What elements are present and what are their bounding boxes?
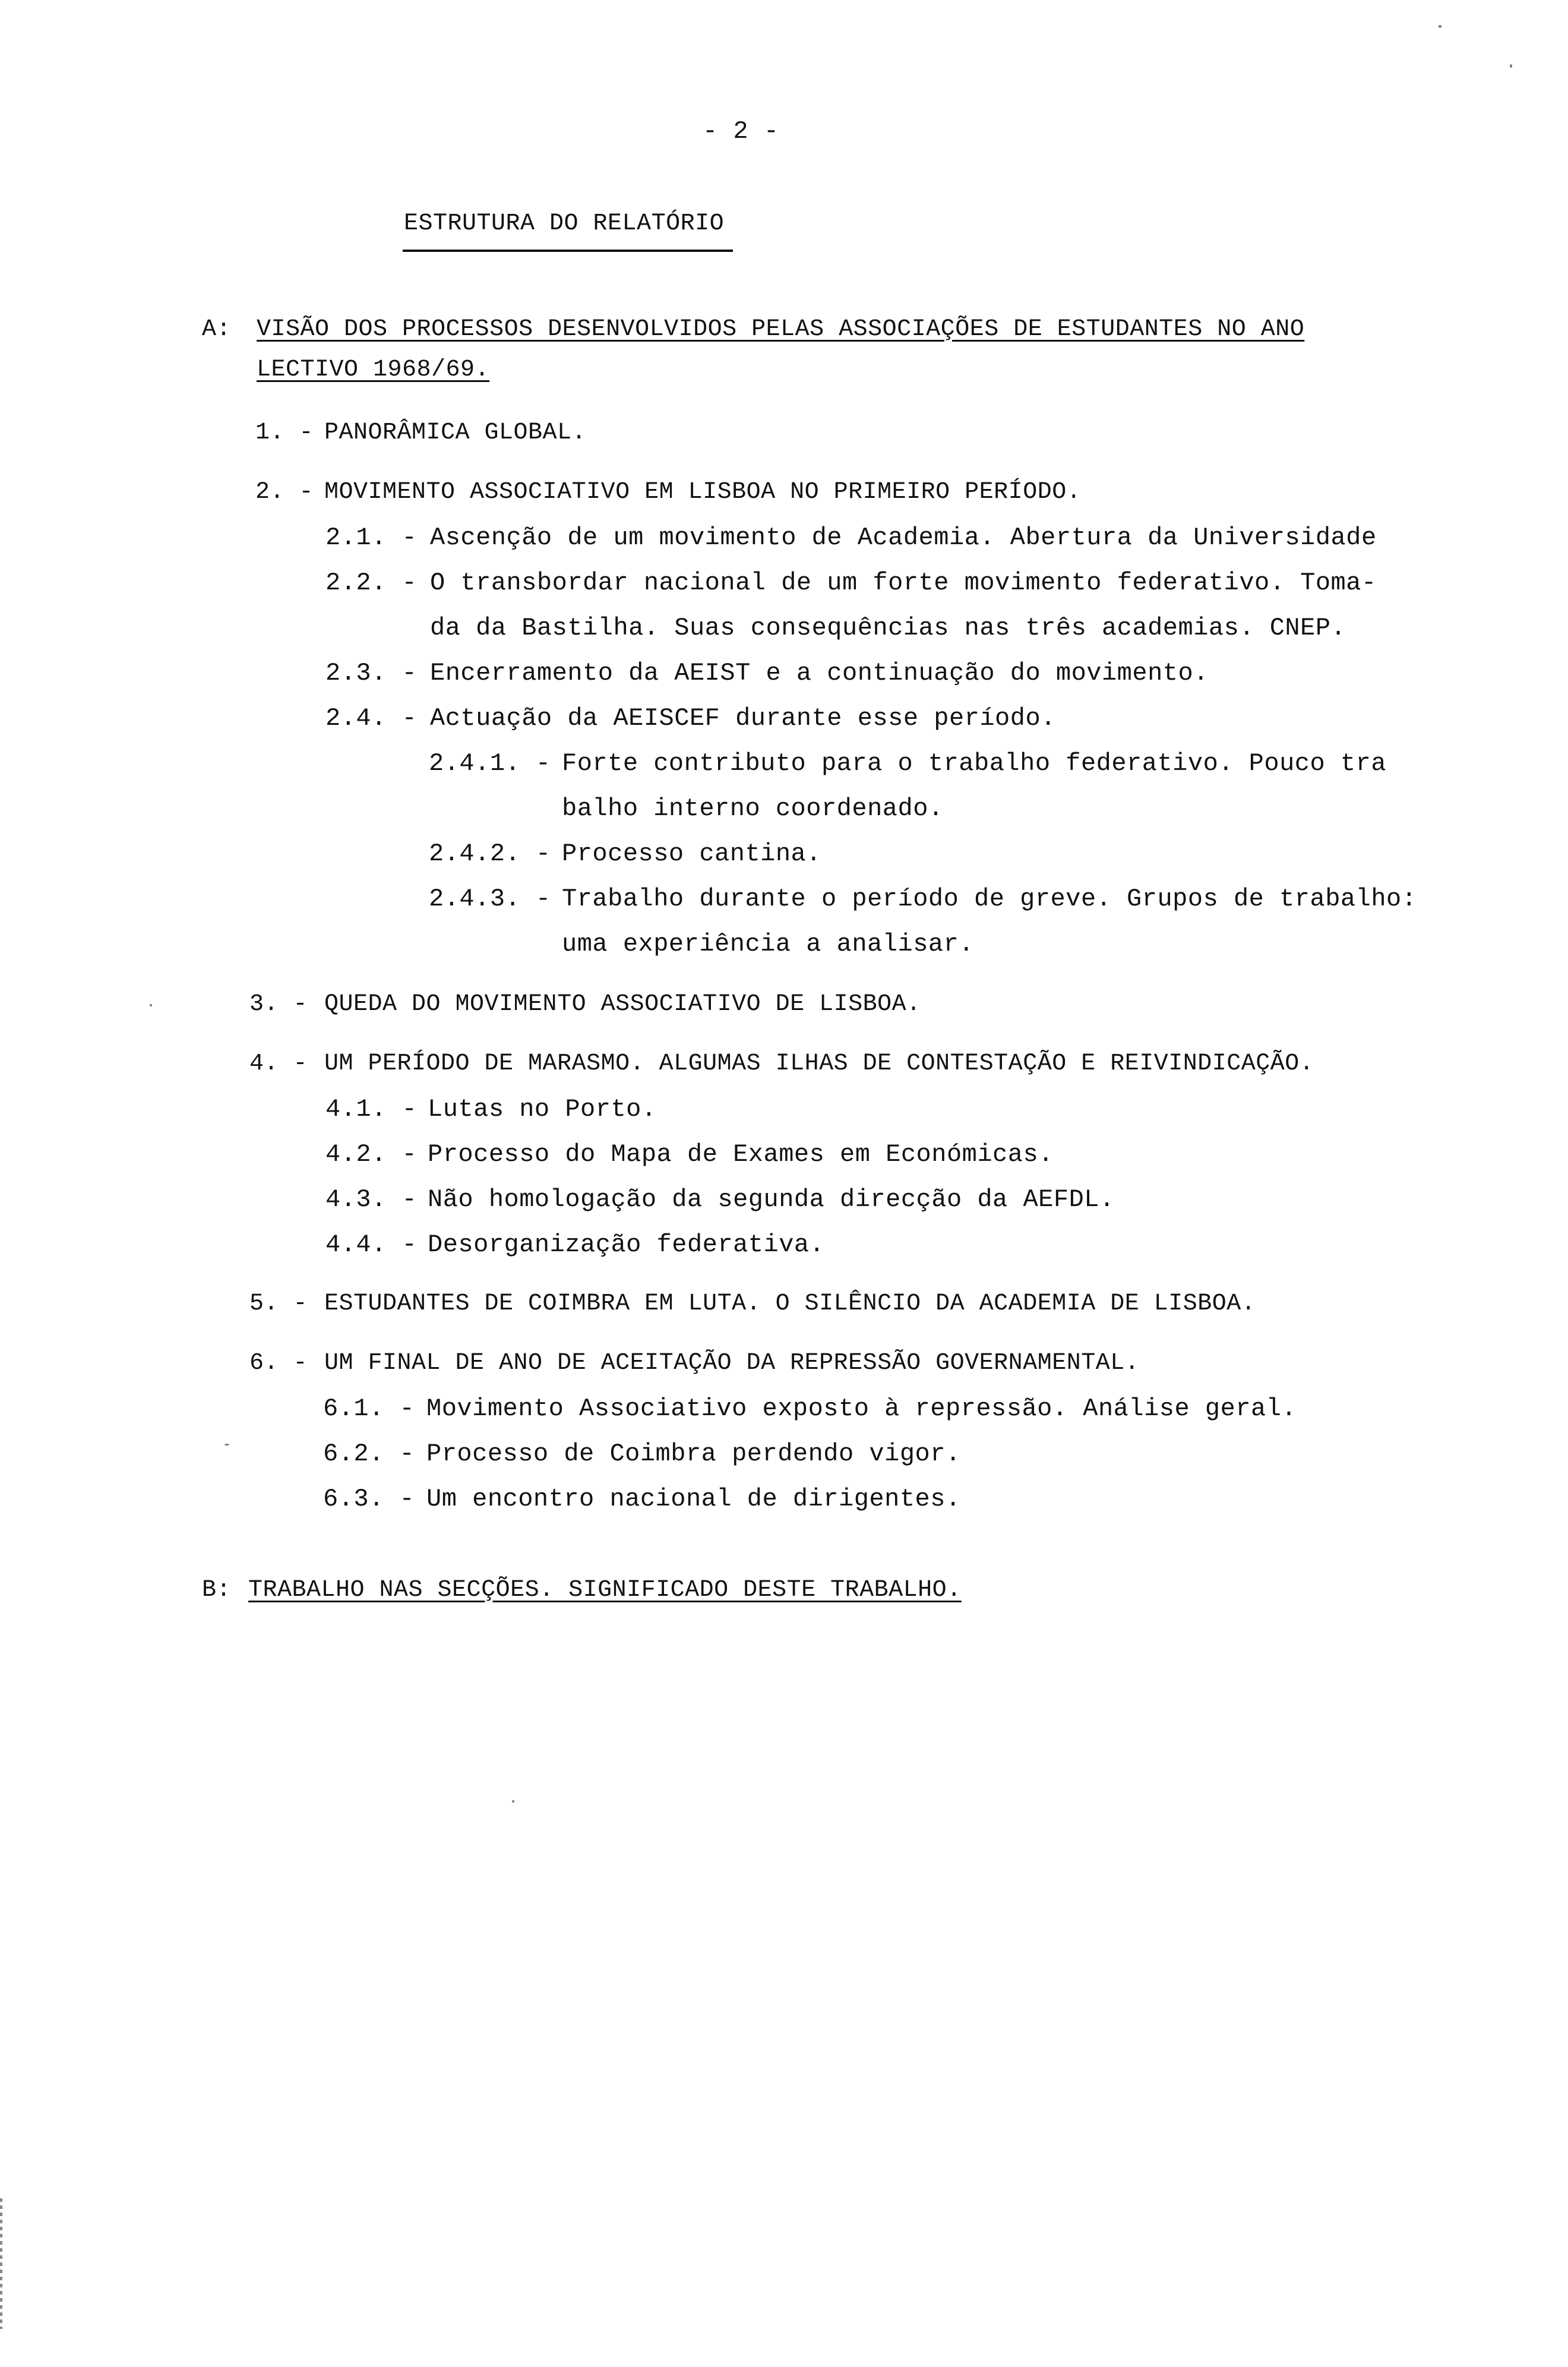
subitem-number: 4.3. - bbox=[325, 1185, 418, 1214]
item-number: 3. - bbox=[249, 991, 308, 1018]
subitem-number: 2.1. - bbox=[325, 523, 418, 552]
subitem-text: Ascenção de um movimento de Academia. Abertura da Universidade bbox=[430, 523, 1377, 552]
item-text: MOVIMENTO ASSOCIATIVO EM LISBOA NO PRIMEIRO PERÍODO. bbox=[324, 479, 1082, 506]
subitem-number: 2.2. - bbox=[325, 569, 418, 597]
subitem-text: Um encontro nacional de dirigentes. bbox=[426, 1485, 961, 1513]
subitem-number: 4.1. - bbox=[325, 1095, 418, 1123]
subsubitem-number: 2.4.1. - bbox=[429, 749, 551, 778]
scan-edge-mark bbox=[0, 2198, 2, 2329]
subitem-text: Actuação da AEISCEF durante esse período. bbox=[430, 704, 1056, 733]
section-a-heading-line2: LECTIVO 1968/69. bbox=[257, 356, 490, 383]
item-text: PANORÂMICA GLOBAL. bbox=[324, 419, 587, 446]
subsubitem-number: 2.4.2. - bbox=[429, 840, 551, 868]
subitem-text: O transbordar nacional de um forte movimento federativo. Toma- bbox=[430, 569, 1377, 597]
subitem-text: Movimento Associativo exposto à repressão. Análise geral. bbox=[426, 1394, 1297, 1423]
subitem-number: 2.4. - bbox=[325, 704, 418, 733]
section-a-marker: A: bbox=[202, 316, 232, 343]
subsubitem-number: 2.4.3. - bbox=[429, 885, 551, 913]
subitem-number: 4.4. - bbox=[325, 1230, 418, 1259]
subitem-number: 6.1. - bbox=[323, 1394, 415, 1423]
item-number: 4. - bbox=[249, 1050, 308, 1077]
page-title: ESTRUTURA DO RELATÓRIO bbox=[404, 210, 725, 237]
item-number: 1. - bbox=[255, 419, 314, 446]
scan-speck bbox=[1510, 64, 1512, 68]
title-underline bbox=[403, 250, 733, 252]
section-b-marker: B: bbox=[202, 1577, 232, 1604]
subitem-text: Não homologação da segunda direcção da AEFDL. bbox=[428, 1185, 1115, 1214]
item-number: 6. - bbox=[249, 1350, 308, 1377]
section-b-heading: TRABALHO NAS SECÇÕES. SIGNIFICADO DESTE TRABALHO. bbox=[248, 1577, 962, 1604]
item-number: 5. - bbox=[249, 1290, 308, 1317]
subitem-text: Desorganização federativa. bbox=[428, 1230, 825, 1259]
scan-speck bbox=[512, 1800, 514, 1803]
scan-speck bbox=[225, 1444, 229, 1446]
subitem-text: Encerramento da AEIST e a continuação do movimento. bbox=[430, 659, 1209, 687]
subitem-text: Processo do Mapa de Exames em Económicas. bbox=[428, 1140, 1054, 1169]
subitem-text: Processo de Coimbra perdendo vigor. bbox=[426, 1440, 961, 1468]
subsubitem-continuation: uma experiência a analisar. bbox=[562, 930, 975, 958]
subitem-number: 2.3. - bbox=[325, 659, 418, 687]
item-text: QUEDA DO MOVIMENTO ASSOCIATIVO DE LISBOA. bbox=[324, 991, 921, 1018]
page-number: - 2 - bbox=[703, 117, 779, 146]
subitem-text: Lutas no Porto. bbox=[428, 1095, 657, 1123]
item-text: UM FINAL DE ANO DE ACEITAÇÃO DA REPRESSÃO GOVERNAMENTAL. bbox=[324, 1350, 1140, 1377]
item-number: 2. - bbox=[255, 479, 314, 506]
item-text: UM PERÍODO DE MARASMO. ALGUMAS ILHAS DE CONTESTAÇÃO E REIVINDICAÇÃO. bbox=[324, 1050, 1314, 1077]
scan-speck bbox=[150, 1004, 152, 1006]
subitem-number: 6.2. - bbox=[323, 1440, 415, 1468]
item-text: ESTUDANTES DE COIMBRA EM LUTA. O SILÊNCIO DA ACADEMIA DE LISBOA. bbox=[324, 1290, 1256, 1317]
subsubitem-text: Trabalho durante o período de greve. Grupos de trabalho: bbox=[562, 885, 1417, 913]
subsubitem-text: Processo cantina. bbox=[562, 840, 821, 868]
subitem-number: 6.3. - bbox=[323, 1485, 415, 1513]
subitem-continuation: da da Bastilha. Suas consequências nas três academias. CNEP. bbox=[430, 614, 1346, 642]
scan-speck bbox=[1439, 25, 1441, 28]
section-a-heading-line1: VISÃO DOS PROCESSOS DESENVOLVIDOS PELAS ASSOCIAÇÕES DE ESTUDANTES NO ANO bbox=[257, 316, 1305, 343]
subsubitem-continuation: balho interno coordenado. bbox=[562, 794, 944, 823]
subitem-number: 4.2. - bbox=[325, 1140, 418, 1169]
subsubitem-text: Forte contributo para o trabalho federativo. Pouco tra bbox=[562, 749, 1387, 778]
